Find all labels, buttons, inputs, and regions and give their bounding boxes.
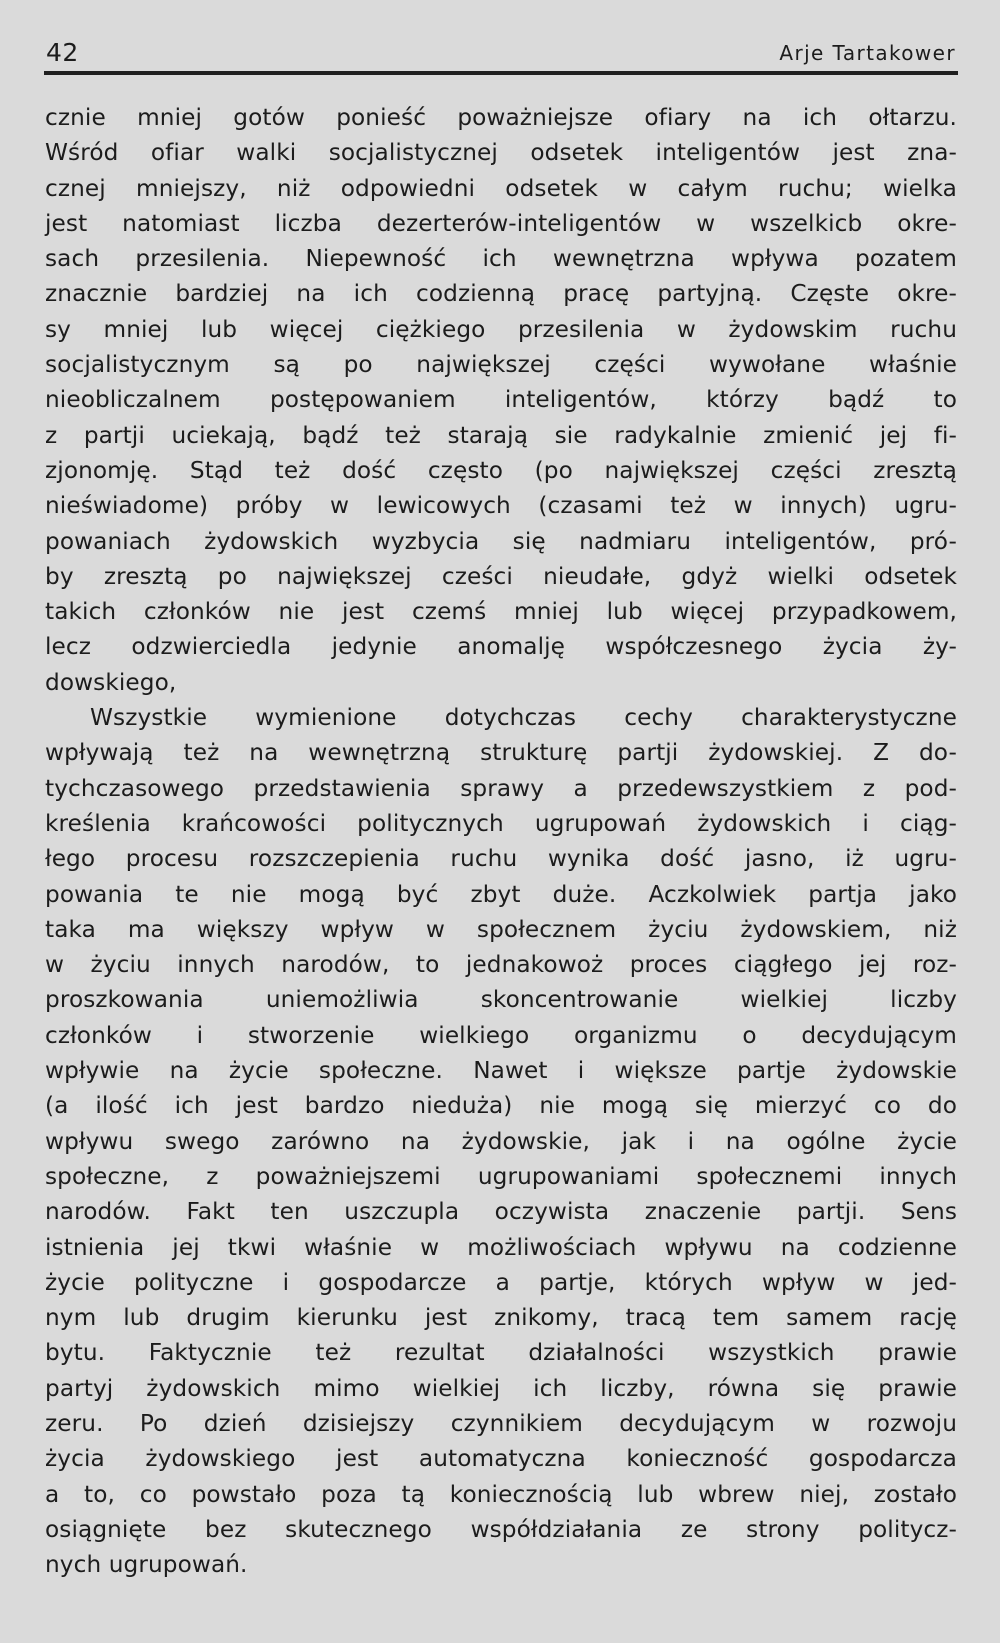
text-line: cznie mniej gotów ponieść poważniejsze ofiary na ich ołtarzu.	[45, 104, 957, 131]
text-line: cznej mniejszy, niż odpowiedni odsetek w całym ruchu; wielka	[45, 174, 957, 202]
text-line: powaniach żydowskich wyzbycia się nadmiaru inteligentów, pró-	[45, 527, 957, 555]
text-line: wpływają też na wewnętrzną strukturę partji żydowskiej. Z do-	[45, 739, 957, 767]
paragraph-end-line: nych ugrupowań.	[45, 1551, 248, 1579]
text-line: a to, co powstało poza tą koniecznością lub wbrew niej, zostało	[45, 1480, 957, 1508]
text-line: taka ma większy wpływ w społecznem życiu żydowskiem, niż	[45, 915, 957, 943]
text-line: by zresztą po największej cześci nieudałe, gdyż wielki odsetek	[45, 562, 957, 590]
text-line: jest natomiast liczba dezerterów-inteligentów w wszelkicb okre-	[45, 209, 957, 237]
text-line: społeczne, z poważniejszemi ugrupowaniami społecznemi innych	[45, 1162, 957, 1190]
text-line: powania te nie mogą być zbyt duże. Aczkolwiek partja jako	[45, 880, 957, 908]
text-line: (a ilość ich jest bardzo nieduża) nie mogą się mierzyć co do	[45, 1092, 957, 1120]
text-line: proszkowania uniemożliwia skoncentrowanie wielkiej liczby	[45, 986, 957, 1014]
text-line: socjalistycznym są po największej części wywołane właśnie	[45, 351, 957, 379]
text-line: istnienia jej tkwi właśnie w możliwościach wpływu na codzienne	[45, 1233, 957, 1261]
text-line: w życiu innych narodów, to jednakowoż proces ciągłego jej roz-	[45, 951, 957, 979]
text-line: wpływie na życie społeczne. Nawet i większe partje żydowskie	[45, 1057, 957, 1085]
paragraph-start-line: Wszystkie wymienione dotychczas cechy charakterystyczne	[90, 704, 957, 732]
text-line: partyj żydowskich mimo wielkiej ich liczby, równa się prawie	[45, 1374, 957, 1402]
text-line: Wśród ofiar walki socjalistycznej odsetek inteligentów jest zna-	[45, 139, 957, 167]
text-line: bytu. Faktycznie też rezultat działalności wszystkich prawie	[45, 1339, 957, 1367]
page-number: 42	[46, 38, 79, 67]
text-line: zeru. Po dzień dzisiejszy czynnikiem decydującym w rozwoju	[45, 1409, 957, 1437]
text-line: zjonomję. Stąd też dość często (po największej części zresztą	[45, 456, 957, 484]
running-head-author: Arje Tartakower	[779, 41, 956, 65]
text-line: lecz odzwierciedla jedynie anomalję współczesnego życia ży-	[45, 633, 957, 661]
text-line: nym lub drugim kierunku jest znikomy, tracą tem samem rację	[45, 1304, 957, 1332]
paragraph-end-line: dowskiego,	[45, 668, 177, 696]
text-line: sach przesilenia. Niepewność ich wewnętrzna wpływa pozatem	[45, 245, 957, 273]
text-line: nieświadome) próby w lewicowych (czasami też w innych) ugru-	[45, 492, 957, 520]
text-line: życia żydowskiego jest automatyczna konieczność gospodarcza	[45, 1445, 957, 1473]
text-line: tychczasowego przedstawienia sprawy a przedewszystkiem z pod-	[45, 774, 957, 802]
text-line: nieobliczalnem postępowaniem inteligentów, którzy bądź to	[45, 386, 957, 414]
text-line: znacznie bardziej na ich codzienną pracę partyjną. Częste okre-	[45, 280, 957, 308]
text-line: takich członków nie jest czemś mniej lub więcej przypadkowem,	[45, 598, 957, 626]
text-line: narodów. Fakt ten uszczupla oczywista znaczenie partji. Sens	[45, 1198, 957, 1226]
text-line: osiągnięte bez skutecznego współdziałania ze strony politycz-	[45, 1515, 957, 1543]
header-rule	[44, 71, 958, 75]
text-line: życie polityczne i gospodarcze a partje, których wpływ w jed-	[45, 1268, 957, 1296]
text-line: kreślenia krańcowości politycznych ugrupowań żydowskich i ciąg-	[45, 809, 957, 837]
text-line: z partji uciekają, bądź też starają sie radykalnie zmienić jej fi-	[45, 421, 957, 449]
text-line: wpływu swego zarówno na żydowskie, jak i na ogólne życie	[45, 1127, 957, 1155]
body-text	[45, 100, 957, 1582]
text-line: sy mniej lub więcej ciężkiego przesilenia w żydowskim ruchu	[45, 315, 957, 343]
text-line: członków i stworzenie wielkiego organizmu o decydującym	[45, 1021, 957, 1049]
text-line: łego procesu rozszczepienia ruchu wynika dość jasno, iż ugru-	[45, 845, 957, 873]
page-header	[46, 38, 956, 72]
